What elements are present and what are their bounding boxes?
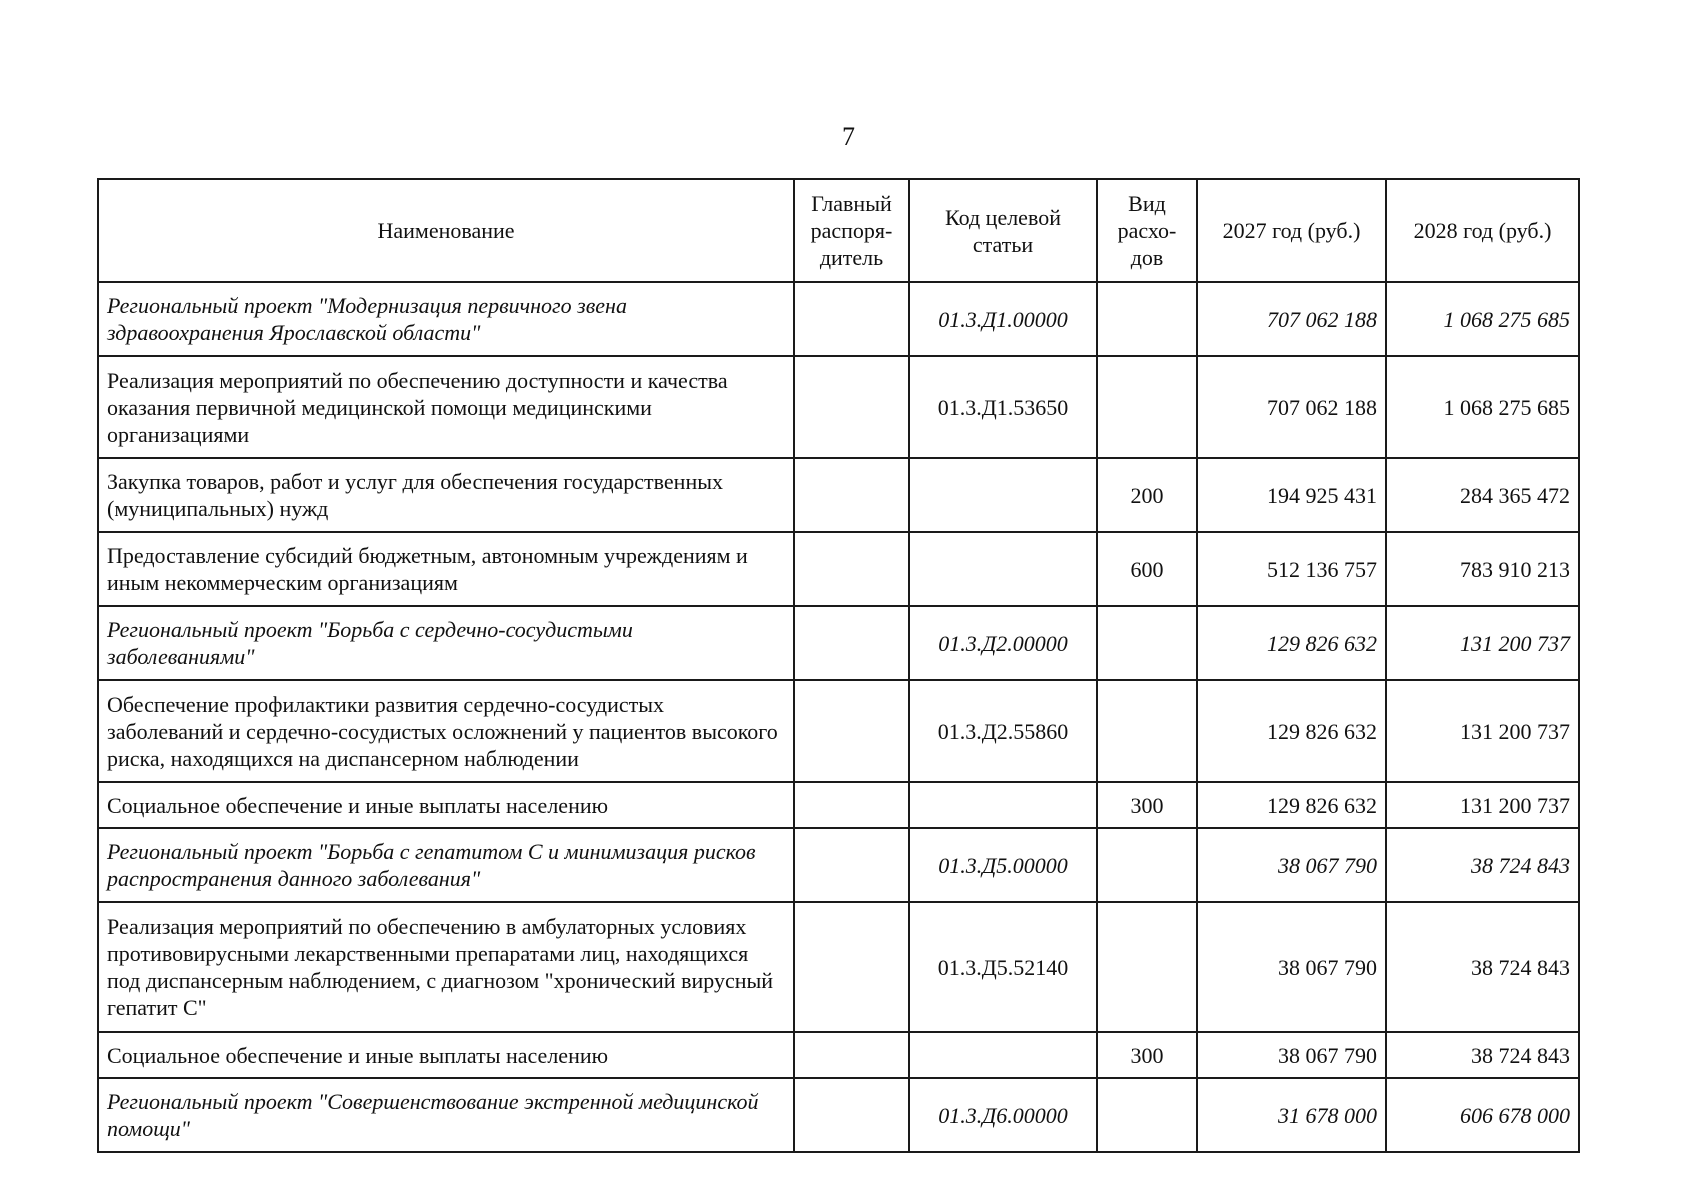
cell-amount-2028: 38 724 843	[1386, 828, 1579, 902]
page-number: 7	[842, 122, 855, 151]
cell-amount-2027: 31 678 000	[1197, 1078, 1386, 1152]
cell-amount-2027: 38 067 790	[1197, 828, 1386, 902]
cell-amount-2027: 194 925 431	[1197, 458, 1386, 532]
cell-expense-type: 600	[1097, 532, 1197, 606]
table-row	[98, 902, 1579, 1032]
header-target-code: Код целевой статьи	[909, 179, 1097, 282]
cell-main-manager	[794, 782, 909, 828]
cell-name: Реализация мероприятий по обеспечению в амбулаторных условиях противовирусными лекарственными препаратами лиц, находящихся под диспансерным наблюдением, с диагнозом "хронический вирусный гепатит С"	[98, 902, 794, 1032]
cell-target-code: 01.3.Д5.00000	[909, 828, 1097, 902]
cell-main-manager	[794, 680, 909, 782]
cell-main-manager	[794, 282, 909, 356]
cell-expense-type: 300	[1097, 782, 1197, 828]
cell-amount-2027: 707 062 188	[1197, 282, 1386, 356]
table-row	[98, 680, 1579, 782]
cell-expense-type	[1097, 828, 1197, 902]
cell-target-code: 01.3.Д2.55860	[909, 680, 1097, 782]
cell-name: Социальное обеспечение и иные выплаты населению	[98, 1032, 794, 1078]
table-row	[98, 282, 1579, 356]
cell-amount-2027: 129 826 632	[1197, 606, 1386, 680]
cell-name: Региональный проект "Борьба с гепатитом С и минимизация рисков распространения данного заболевания"	[98, 828, 794, 902]
cell-amount-2027: 129 826 632	[1197, 782, 1386, 828]
cell-target-code	[909, 458, 1097, 532]
cell-amount-2028: 131 200 737	[1386, 606, 1579, 680]
budget-table	[97, 178, 1580, 1153]
cell-expense-type	[1097, 282, 1197, 356]
cell-target-code	[909, 532, 1097, 606]
header-name: Наименование	[98, 179, 794, 282]
header-expense-type: Вид расхо- дов	[1097, 179, 1197, 282]
cell-target-code: 01.3.Д2.00000	[909, 606, 1097, 680]
cell-name: Региональный проект "Борьба с сердечно-сосудистыми заболеваниями"	[98, 606, 794, 680]
cell-expense-type: 300	[1097, 1032, 1197, 1078]
cell-main-manager	[794, 458, 909, 532]
cell-amount-2028: 1 068 275 685	[1386, 356, 1579, 458]
cell-amount-2028: 783 910 213	[1386, 532, 1579, 606]
cell-amount-2028: 284 365 472	[1386, 458, 1579, 532]
cell-main-manager	[794, 1032, 909, 1078]
cell-name: Социальное обеспечение и иные выплаты населению	[98, 782, 794, 828]
cell-amount-2028: 131 200 737	[1386, 782, 1579, 828]
cell-expense-type: 200	[1097, 458, 1197, 532]
cell-name: Реализация мероприятий по обеспечению доступности и качества оказания первичной медицинской помощи медицинскими организациями	[98, 356, 794, 458]
cell-target-code: 01.3.Д5.52140	[909, 902, 1097, 1032]
table-row	[98, 458, 1579, 532]
header-year-2028: 2028 год (руб.)	[1386, 179, 1579, 282]
cell-amount-2027: 512 136 757	[1197, 532, 1386, 606]
cell-expense-type	[1097, 606, 1197, 680]
cell-target-code	[909, 1032, 1097, 1078]
table-row	[98, 606, 1579, 680]
cell-target-code: 01.3.Д1.00000	[909, 282, 1097, 356]
cell-amount-2028: 38 724 843	[1386, 1032, 1579, 1078]
table-row	[98, 532, 1579, 606]
cell-expense-type	[1097, 1078, 1197, 1152]
cell-amount-2028: 606 678 000	[1386, 1078, 1579, 1152]
cell-amount-2027: 707 062 188	[1197, 356, 1386, 458]
cell-main-manager	[794, 532, 909, 606]
cell-amount-2027: 129 826 632	[1197, 680, 1386, 782]
cell-name: Закупка товаров, работ и услуг для обеспечения государственных (муниципальных) нужд	[98, 458, 794, 532]
table-header-row	[98, 179, 1579, 282]
cell-name: Региональный проект "Модернизация первичного звена здравоохранения Ярославской области"	[98, 282, 794, 356]
cell-target-code	[909, 782, 1097, 828]
cell-main-manager	[794, 902, 909, 1032]
cell-name: Предоставление субсидий бюджетным, автономным учреждениям и иным некоммерческим организациям	[98, 532, 794, 606]
cell-target-code: 01.3.Д1.53650	[909, 356, 1097, 458]
table-row	[98, 1032, 1579, 1078]
table-row	[98, 828, 1579, 902]
cell-main-manager	[794, 356, 909, 458]
cell-main-manager	[794, 606, 909, 680]
cell-name: Обеспечение профилактики развития сердечно-сосудистых заболеваний и сердечно-сосудистых осложнений у пациентов высокого риска, находящихся на диспансерном наблюдении	[98, 680, 794, 782]
cell-amount-2028: 131 200 737	[1386, 680, 1579, 782]
table-row	[98, 1078, 1579, 1152]
table-row	[98, 782, 1579, 828]
cell-amount-2027: 38 067 790	[1197, 1032, 1386, 1078]
header-main-manager: Главный распоря- дитель	[794, 179, 909, 282]
cell-target-code: 01.3.Д6.00000	[909, 1078, 1097, 1152]
cell-amount-2028: 1 068 275 685	[1386, 282, 1579, 356]
cell-name: Региональный проект "Совершенствование экстренной медицинской помощи"	[98, 1078, 794, 1152]
cell-main-manager	[794, 828, 909, 902]
cell-main-manager	[794, 1078, 909, 1152]
cell-expense-type	[1097, 356, 1197, 458]
table-row	[98, 356, 1579, 458]
cell-amount-2027: 38 067 790	[1197, 902, 1386, 1032]
cell-expense-type	[1097, 902, 1197, 1032]
cell-expense-type	[1097, 680, 1197, 782]
cell-amount-2028: 38 724 843	[1386, 902, 1579, 1032]
header-year-2027: 2027 год (руб.)	[1197, 179, 1386, 282]
